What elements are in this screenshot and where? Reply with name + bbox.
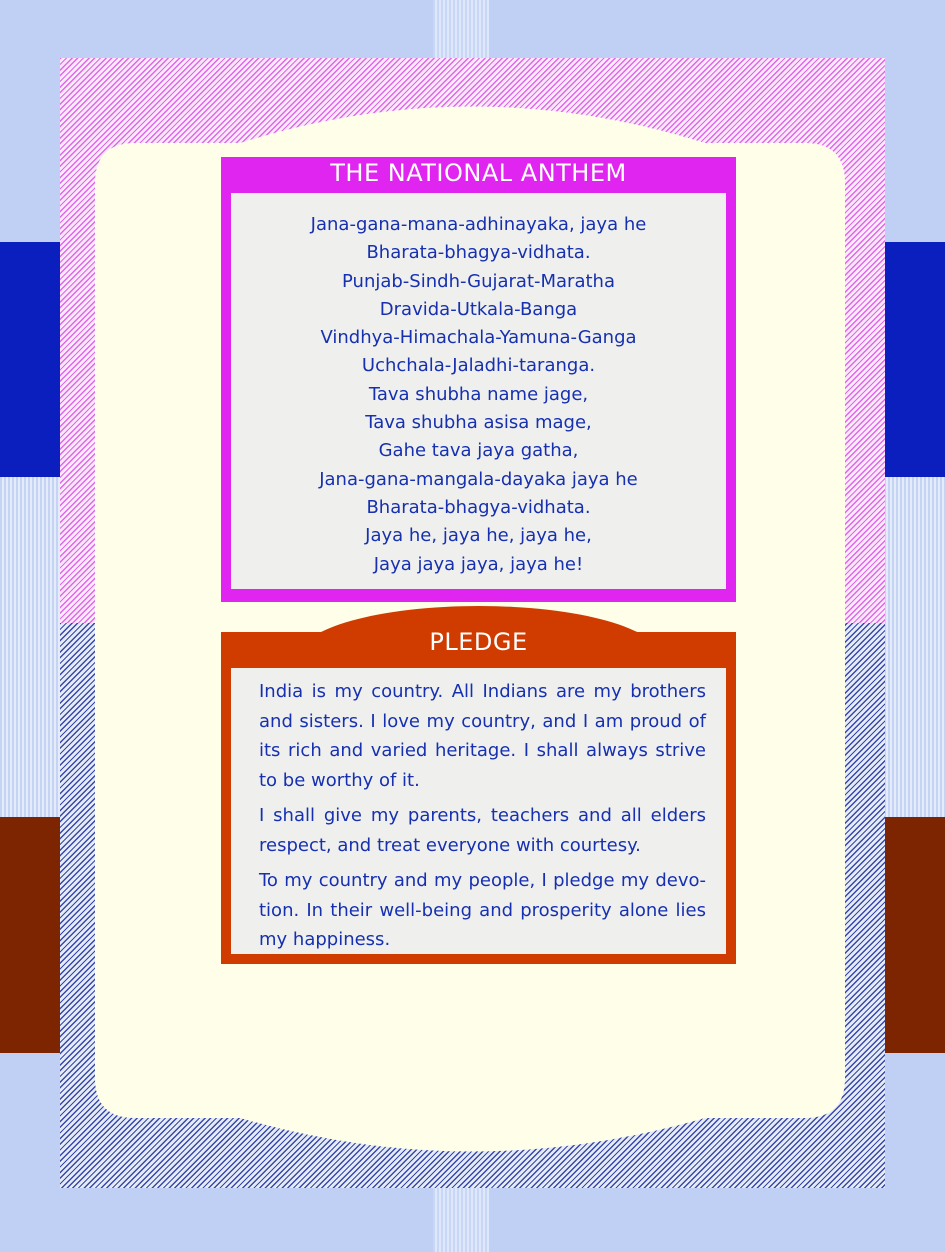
- pledge-paragraph: To my country and my people, I pledge my devotion. In their well-being and prosperity alone lies my happiness.: [259, 870, 706, 950]
- pledge-title: PLEDGE: [429, 628, 528, 656]
- anthem-title: THE NATIONAL ANTHEM: [330, 159, 627, 187]
- pledge-text: [231, 668, 726, 955]
- anthem-lines: [231, 193, 726, 579]
- pledge-paragraph: I shall give my parents, teachers and all elders respect, and treat everyone with courtesy.: [259, 805, 706, 856]
- pledge-paragraph: India is my country. All Indians are my brothers and sisters. I love my country, and I am proud of its rich and varied heritage. I shall always strive to be worthy of it.: [259, 681, 706, 791]
- anthem-line: Vindhya-Himachala-Yamuna-Ganga: [320, 327, 637, 349]
- anthem-panel: [221, 157, 736, 602]
- anthem-line: Bharata-bhagya-vidhata.: [366, 242, 591, 264]
- anthem-line: Tava shubha name jage,: [368, 383, 589, 405]
- pledge-text-box: [231, 668, 726, 954]
- anthem-line: Tava shubha asisa mage,: [365, 412, 592, 434]
- anthem-line: Jaya jaya jaya, jaya he!: [373, 553, 584, 575]
- anthem-line: Gahe tava jaya gatha,: [378, 440, 579, 462]
- anthem-line: Uchchala-Jaladhi-taranga.: [361, 355, 596, 377]
- anthem-line: Jana-gana-mangala-dayaka jaya he: [319, 468, 638, 490]
- anthem-line: Punjab-Sindh-Gujarat-Maratha: [342, 270, 615, 292]
- anthem-line: Jaya he, jaya he, jaya he,: [365, 525, 592, 547]
- anthem-line: Jana-gana-mana-adhinayaka, jaya he: [310, 214, 647, 235]
- anthem-text-box: [231, 193, 726, 589]
- anthem-line: Bharata-bhagya-vidhata.: [366, 496, 591, 518]
- pledge-panel: [221, 628, 736, 964]
- anthem-line: Dravida-Utkala-Banga: [379, 298, 578, 320]
